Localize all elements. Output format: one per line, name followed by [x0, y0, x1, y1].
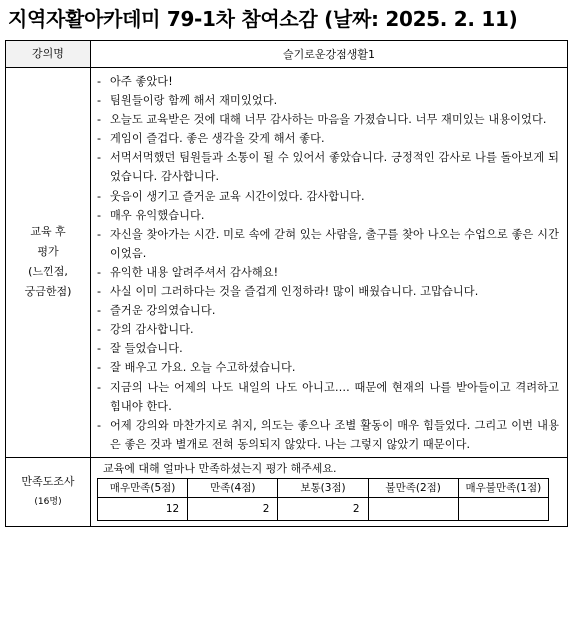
satisfaction-label — [6, 457, 91, 526]
feedback-list — [97, 72, 559, 454]
feedback-item: - 잘 들었습니다. — [97, 339, 559, 358]
feedback-label-line: 교육 후 — [30, 225, 66, 239]
satisfaction-value-row — [98, 497, 549, 520]
rating-header: 매우불만족(1점) — [458, 478, 548, 497]
satisfaction-header-row — [98, 478, 549, 497]
feedback-item: - 강의 감사합니다. — [97, 320, 559, 339]
feedback-item: - 오늘도 교육받은 것에 대해 너무 감사하는 마음을 가졌습니다. 너무 재미있는 내용이었다. — [97, 110, 559, 129]
feedback-label-line: 궁금한점) — [24, 285, 72, 299]
feedback-item: - 지금의 나는 어제의 나도 내일의 나도 아니고…. 때문에 현재의 나를 받아들이고 격려하고 힘내야 한다. — [97, 378, 559, 416]
rating-value: 12 — [98, 497, 188, 520]
satisfaction-question: 교육에 대해 얼마나 만족하셨는지 평가 해주세요. — [103, 461, 337, 475]
header-row — [6, 41, 568, 68]
feedback-item: - 서먹서먹했던 팀원들과 소통이 될 수 있어서 좋았습니다. 긍정적인 감사로 나를 돌아보게 되었습니다. 감사합니다. — [97, 148, 559, 186]
satisfaction-label-text: 만족도조사 — [21, 474, 75, 488]
page-title: 지역자활아카데미 79-1차 참여소감 (날짜: 2025. 2. 11) — [8, 7, 518, 31]
feedback-content — [91, 68, 568, 458]
course-name-label: 강의명 — [6, 41, 91, 68]
feedback-row — [6, 68, 568, 458]
feedback-item: - 어제 강의와 마찬가지로 취지, 의도는 좋으나 조별 활동이 매우 힘들었다. 그리고 이번 내용은 좋은 것과 별개로 전혀 동의되지 않았다. 나는 그렇지 않았기 때문이다. — [97, 416, 559, 454]
feedback-item: - 팀원들이랑 함께 해서 재미있었다. — [97, 91, 559, 110]
satisfaction-row — [6, 457, 568, 526]
rating-value: 2 — [278, 497, 368, 520]
rating-header: 매우만족(5점) — [98, 478, 188, 497]
feedback-item: - 유익한 내용 알려주셔서 감사해요! — [97, 263, 559, 282]
feedback-label — [6, 68, 91, 458]
feedback-item: - 즐거운 강의였습니다. — [97, 301, 559, 320]
satisfaction-table — [97, 478, 549, 521]
rating-value — [458, 497, 548, 520]
rating-header: 불만족(2점) — [368, 478, 458, 497]
course-name-value: 슬기로운강점생활1 — [91, 41, 568, 68]
feedback-label-line: (느낀점, — [28, 265, 68, 279]
respondent-count: (16명) — [34, 496, 62, 507]
feedback-item: - 자신을 찾아가는 시간. 미로 속에 갇혀 있는 사람을, 출구를 찾아 나오는 수업으로 좋은 시간이었음. — [97, 225, 559, 263]
rating-value: 2 — [188, 497, 278, 520]
rating-header: 보통(3점) — [278, 478, 368, 497]
rating-header: 만족(4점) — [188, 478, 278, 497]
satisfaction-content — [91, 457, 568, 526]
feedback-label-line: 평가 — [37, 245, 59, 259]
feedback-item: - 매우 유익했습니다. — [97, 206, 559, 225]
rating-value — [368, 497, 458, 520]
feedback-item: - 잘 배우고 가요. 오늘 수고하셨습니다. — [97, 358, 559, 377]
feedback-item: - 사실 이미 그러하다는 것을 즐겁게 인정하라! 많이 배웠습니다. 고맙습니다. — [97, 282, 559, 301]
survey-table — [5, 40, 568, 527]
feedback-item: - 게임이 즐겁다. 좋은 생각을 갖게 해서 좋다. — [97, 129, 559, 148]
feedback-item: - 웃음이 생기고 즐거운 교육 시간이었다. 감사합니다. — [97, 187, 559, 206]
feedback-item: - 아주 좋았다! — [97, 72, 559, 91]
